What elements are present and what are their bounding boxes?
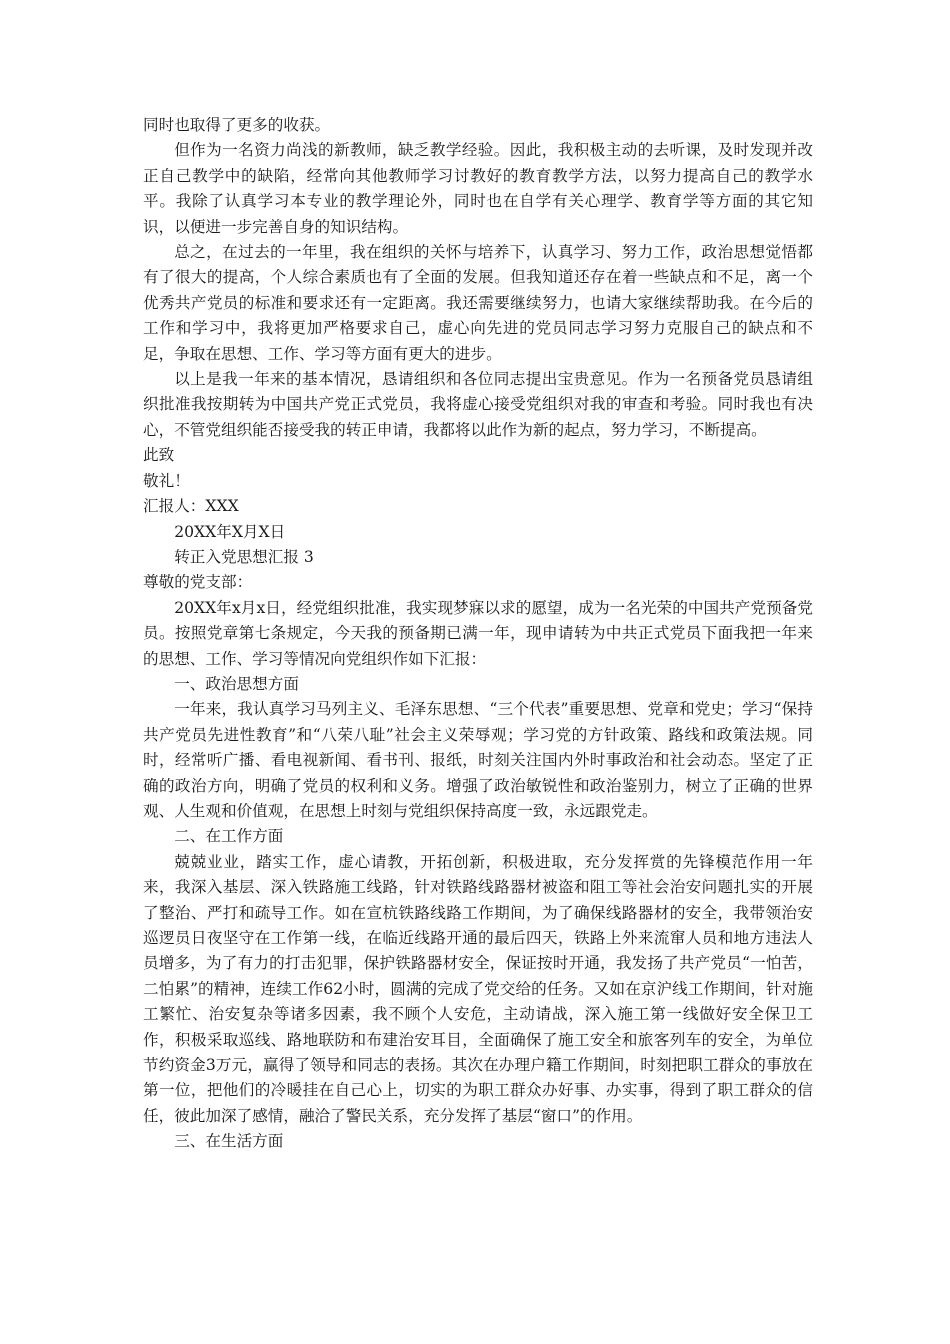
paragraph-political: 一年来，我认真学习马列主义、毛泽东思想、“三个代表”重要思想、党章和党史；学习“保持共产党员先进性教育”和“八荣八耻”社会主义荣辱观；学习党的方针政策、路线和政策法规。同时，经常听广播、看电视新闻、看书刊、报纸，时刻关注国内外时事政治和社会动态。坚定了正确的政治方向，明确了党员的权利和义务。增强了政治敏锐性和政治鉴别力，树立了正确的世界观、人生观和价值观，在思想上时刻与党组织保持高度一致，永远跟党走。 [143, 700, 813, 820]
paragraph-request: 以上是我一年来的基本情况，恳请组织和各位同志提出宝贵意见。作为一名预备党员恳请组织批准我按期转为中国共产党正式党员，我将虚心接受党组织对我的审查和考验。同时我也有决心，不管党组织能否接受我的转正申请，我都将以此作为新的起点，努力学习，不断提高。 [143, 370, 813, 439]
paragraph-teaching: 但作为一名资力尚浅的新教师，缺乏教学经验。因此，我积极主动的去听课，及时发现并改正自己教学中的缺陷，经常向其他教师学习讨教好的教育教学方法，以努力提高自己的教学水平。我除了认真学习本专业的教学理论外，同时也在自学有关心理学、教育学等方面的其它知识，以便进一步完善自身的知识结构。 [143, 141, 813, 236]
document-page [143, 113, 813, 1155]
heading-life: 三、在生活方面 [174, 1132, 284, 1151]
paragraph-closing-line: 同时也取得了更多的收获。 [143, 116, 331, 134]
paragraph-summary: 总之，在过去的一年里，我在组织的关怀与培养下，认真学习、努力工作，政治思想觉悟都有了很大的提高，个人综合素质也有了全面的发展。但我知道还存在着一些缺点和不足，离一个优秀共产党员的标准和要求还有一定距离。我还需要继续努力，也请大家继续帮助我。在今后的工作和学习中，我将更加严格要求自己，虚心向先进的党员同志学习努力克服自己的缺点和不足，争取在思想、工作、学习等方面有更大的进步。 [143, 243, 813, 363]
report-date: 20XX年X月X日 [174, 522, 286, 541]
greeting: 尊敬的党支部： [143, 573, 253, 592]
salutation-jingli: 敬礼！ [143, 471, 190, 490]
paragraph-work: 兢兢业业，踏实工作，虚心请教，开拓创新，积极进取，充分发挥赏的先锋模范作用一年来，我深入基层、深入铁路施工线路，针对铁路线路器材被盗和阻工等社会治安问题扎实的开展了整治、严打和疏导工作。如在宣杭铁路线路工作期间，为了确保线路器材的安全，我带领治安巡逻员日夜坚守在工作第一线，在临近线路开通的最后四天，铁路上外来流窜人员和地方违法人员增多，为了有力的打击犯罪，保护铁路器材安全，保证按时开通，我发扬了共产党员“一怕苦，二怕累”的精神，连续工作62小时，圆满的完成了党交给的任务。又如在京沪线工作期间，针对施工繁忙、治安复杂等诸多因素，我不顾个人安危，主动请战，深入施工第一线做好安全保卫工作，积极采取巡线、路地联防和布建治安耳目，全面确保了施工安全和旅客列车的安全，为单位节约资金3万元，赢得了领导和同志的表扬。其次在办理户籍工作期间，时刻把职工群众的事放在第一位，把他们的冷暖挂在自己心上，切实的为职工群众办好事、办实事，得到了职工群众的信任，彼此加深了感情，融洽了警民关系，充分发挥了基层“窗口”的作用。 [143, 852, 813, 1125]
paragraph-intro: 20XX年x月x日，经党组织批准，我实现梦寐以求的愿望，成为一名光荣的中国共产党预备党员。按照党章第七条规定，今天我的预备期已满一年，现申请转为中共正式党员下面我把一年来的思想、工作、学习等情况向党组织作如下汇报： [143, 598, 813, 668]
section-title: 转正入党思想汇报 3 [174, 547, 314, 566]
salutation-cizhi: 此致 [143, 446, 175, 465]
heading-work: 二、在工作方面 [174, 827, 284, 846]
reporter-name: 汇报人：XXX [143, 497, 239, 516]
heading-political: 一、政治思想方面 [174, 674, 299, 693]
